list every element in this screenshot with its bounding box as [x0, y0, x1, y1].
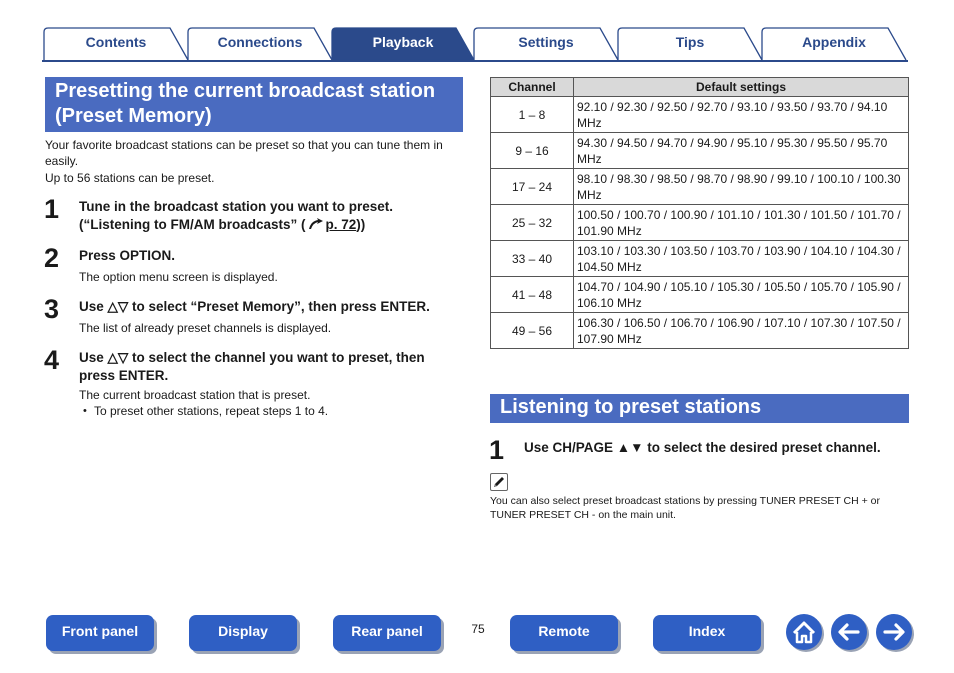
pencil-note-icon — [490, 473, 508, 491]
tab-settings[interactable] — [472, 26, 620, 60]
tab-label: Settings — [518, 34, 574, 50]
home-button[interactable] — [786, 614, 822, 650]
tab-label: Tips — [675, 34, 705, 50]
preset-step-text: Use CH/PAGE ▲▼ to select the desired preset channel. — [524, 440, 881, 455]
tab-label: Playback — [372, 34, 434, 50]
step-number: 1 — [489, 435, 505, 465]
step-number: 3 — [44, 294, 60, 324]
step-1-instruction: Tune in the broadcast station you want to preset. — [79, 199, 394, 214]
step-2-detail: The option menu screen is displayed. — [79, 270, 278, 284]
channel-cell: 49 – 56 — [491, 313, 574, 349]
page-link[interactable]: p. 72 — [325, 217, 357, 232]
table-row — [491, 133, 909, 169]
tab-label: Connections — [217, 34, 303, 50]
intro-limit-text: Up to 56 stations can be preset. — [45, 171, 215, 185]
step-1-reference-end: )) — [356, 217, 366, 232]
table-row — [491, 277, 909, 313]
settings-cell: 94.30 / 94.50 / 94.70 / 94.90 / 95.10 / 95.30 / 95.50 / 95.70 MHz — [574, 133, 909, 169]
top-tab-bar — [42, 26, 908, 62]
tab-label: Appendix — [802, 34, 866, 50]
intro-text: Your favorite broadcast stations can be preset so that you can tune them in easily. — [45, 138, 443, 168]
front-panel-button[interactable]: Front panel — [46, 615, 154, 651]
remote-button[interactable]: Remote — [510, 615, 618, 651]
channel-cell: 1 – 8 — [491, 97, 574, 133]
step-1-text — [79, 198, 469, 236]
table-header-channel: Channel — [491, 78, 574, 97]
table-row — [491, 169, 909, 205]
channel-cell: 17 – 24 — [491, 169, 574, 205]
settings-cell: 106.30 / 106.50 / 106.70 / 106.90 / 107.10 / 107.30 / 107.50 / 107.90 MHz — [574, 313, 909, 349]
back-button[interactable] — [831, 614, 867, 650]
back-arrow-icon — [831, 614, 867, 650]
preset-default-table — [490, 77, 909, 349]
tab-underline — [42, 60, 908, 62]
step-number: 2 — [44, 243, 60, 273]
tab-playback[interactable] — [330, 26, 476, 60]
table-row — [491, 205, 909, 241]
step-4-bullet: • To preset other stations, repeat steps 1 to 4. — [94, 403, 474, 419]
page-reference-icon — [308, 217, 324, 236]
table-row — [491, 97, 909, 133]
step-1-reference: (“Listening to FM/AM broadcasts” ( — [79, 217, 306, 232]
step-number: 1 — [44, 194, 60, 224]
settings-cell: 92.10 / 92.30 / 92.50 / 92.70 / 93.10 / 93.50 / 93.70 / 94.10 MHz — [574, 97, 909, 133]
note-text: You can also select preset broadcast stations by pressing TUNER PRESET CH + or TUNER PRESET CH - on the main unit. — [490, 495, 880, 521]
table-row — [491, 313, 909, 349]
section-title-preset-memory: Presetting the current broadcast station (Preset Memory) — [45, 77, 463, 132]
forward-arrow-icon — [876, 614, 912, 650]
table-row — [491, 241, 909, 277]
forward-button[interactable] — [876, 614, 912, 650]
display-button[interactable]: Display — [189, 615, 297, 651]
settings-cell: 98.10 / 98.30 / 98.50 / 98.70 / 98.90 / 99.10 / 100.10 / 100.30 MHz — [574, 169, 909, 205]
channel-cell: 9 – 16 — [491, 133, 574, 169]
page-number: 75 — [471, 622, 485, 636]
tab-connections[interactable] — [186, 26, 334, 60]
step-number: 4 — [44, 345, 60, 375]
step-4-text: Use △▽ to select the channel you want to preset, then press ENTER. — [79, 350, 425, 383]
step-3-text: Use △▽ to select “Preset Memory”, then press ENTER. — [79, 299, 430, 314]
settings-cell: 100.50 / 100.70 / 100.90 / 101.10 / 101.30 / 101.50 / 101.70 / 101.90 MHz — [574, 205, 909, 241]
channel-cell: 41 – 48 — [491, 277, 574, 313]
channel-cell: 25 – 32 — [491, 205, 574, 241]
step-3-detail: The list of already preset channels is displayed. — [79, 321, 332, 335]
tab-appendix[interactable] — [760, 26, 908, 60]
tab-contents[interactable] — [42, 26, 190, 60]
channel-cell: 33 – 40 — [491, 241, 574, 277]
step-4-detail: The current broadcast station that is preset. — [79, 388, 311, 402]
settings-cell: 103.10 / 103.30 / 103.50 / 103.70 / 103.90 / 104.10 / 104.30 / 104.50 MHz — [574, 241, 909, 277]
settings-cell: 104.70 / 104.90 / 105.10 / 105.30 / 105.50 / 105.70 / 105.90 / 106.10 MHz — [574, 277, 909, 313]
index-button[interactable]: Index — [653, 615, 761, 651]
table-header-default: Default settings — [574, 78, 909, 97]
tab-tips[interactable] — [616, 26, 764, 60]
table-header-row — [491, 78, 909, 97]
tab-label: Contents — [85, 34, 147, 50]
home-icon — [786, 614, 822, 650]
section-title-listening-preset: Listening to preset stations — [490, 394, 909, 423]
step-2-text: Press OPTION. — [79, 248, 176, 263]
rear-panel-button[interactable]: Rear panel — [333, 615, 441, 651]
